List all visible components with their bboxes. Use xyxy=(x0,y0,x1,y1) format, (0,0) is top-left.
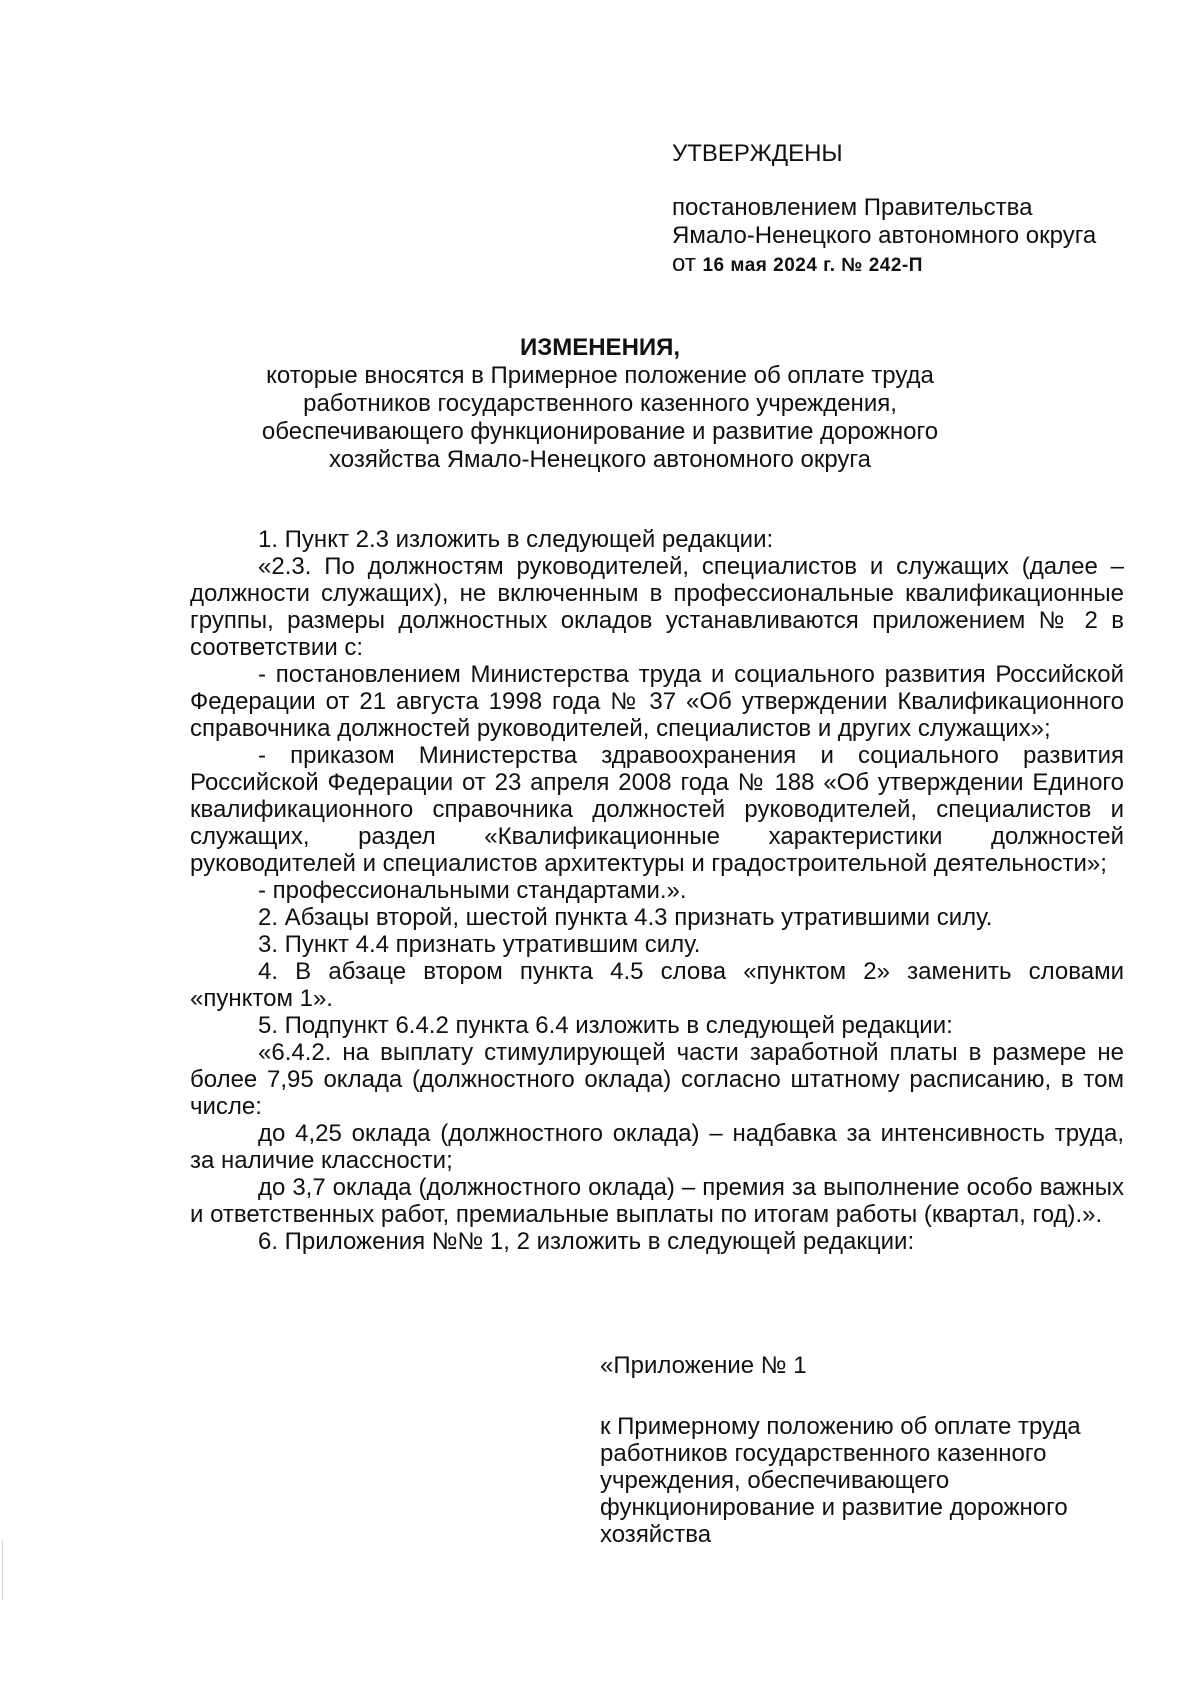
document-title xyxy=(240,334,960,474)
appendix-heading: «Приложение № 1 xyxy=(600,1352,807,1379)
approval-block xyxy=(672,140,1152,280)
approval-line-3 xyxy=(672,250,1152,280)
approval-stamp: УТВЕРЖДЕНЫ xyxy=(672,140,843,167)
paragraph-12: до 3,7 оклада (должностного оклада) – премия за выполнение особо важных и ответственных работ, премиальные выплаты по итогам работы (квартал, год).». xyxy=(190,1174,1124,1228)
paragraph-5: - профессиональными стандартами.». xyxy=(258,877,687,904)
paragraph-10: «6.4.2. на выплату стимулирующей части заработной платы в размере не более 7,95 оклада (должностного оклада) согласно штатному расписанию, в том числе: xyxy=(190,1039,1124,1120)
paragraph-7: 3. Пункт 4.4 признать утратившим силу. xyxy=(258,931,701,958)
paragraph-2: «2.3. По должностям руководителей, специалистов и служащих (далее – должности служащих), не включенным в профессиональные квалификационные группы, размеры должностных окладов устанавливаются приложением № 2 в соответствии с: xyxy=(190,553,1124,661)
document-body xyxy=(190,526,1124,1255)
title-line-2: работников государственного казенного учреждения, xyxy=(303,390,897,417)
appendix-subtitle: к Примерному положению об оплате труда работников государственного казенного учреждения, обеспечивающего функционирование и развитие дорожного хозяйства xyxy=(600,1413,1081,1548)
title-line-1: которые вносятся в Примерное положение об оплате труда xyxy=(266,362,934,389)
paragraph-4: - приказом Министерства здравоохранения и социального развития Российской Федерации от 23 апреля 2008 года № 188 «Об утверждении Единого квалификационного справочника должностей руководителей, специалистов и служащих, раздел «Квалификационные характеристики должностей руководителей и специалистов архитектуры и градостроительной деятельности»; xyxy=(190,742,1124,877)
paragraph-9: 5. Подпункт 6.4.2 пункта 6.4 изложить в следующей редакции: xyxy=(258,1012,953,1039)
approval-line-2: Ямало-Ненецкого автономного округа xyxy=(672,222,1097,249)
approval-from-word: от xyxy=(672,250,696,277)
title-heading: ИЗМЕНЕНИЯ, xyxy=(519,334,681,361)
paragraph-1: 1. Пункт 2.3 изложить в следующей редакции: xyxy=(258,526,774,553)
scan-edge-mark xyxy=(2,1540,3,1600)
paragraph-11: до 4,25 оклада (должностного оклада) – надбавка за интенсивность труда, за наличие классности; xyxy=(190,1120,1124,1174)
paragraph-3: - постановлением Министерства труда и социального развития Российской Федерации от 21 августа 1998 года № 37 «Об утверждении Квалификационного справочника должностей руководителей, специалистов и других служащих»; xyxy=(190,661,1124,742)
paragraph-8: 4. В абзаце втором пункта 4.5 слова «пунктом 2» заменить словами «пунктом 1». xyxy=(190,958,1124,1012)
approval-date-number: 16 мая 2024 г. № 242-П xyxy=(702,255,923,276)
title-line-4: хозяйства Ямало-Ненецкого автономного округа xyxy=(329,446,871,473)
title-line-3: обеспечивающего функционирование и развитие дорожного xyxy=(261,418,939,445)
paragraph-13: 6. Приложения №№ 1, 2 изложить в следующей редакции: xyxy=(258,1228,915,1255)
approval-line-1: постановлением Правительства xyxy=(672,194,1033,221)
paragraph-6: 2. Абзацы второй, шестой пункта 4.3 признать утратившими силу. xyxy=(258,904,993,931)
